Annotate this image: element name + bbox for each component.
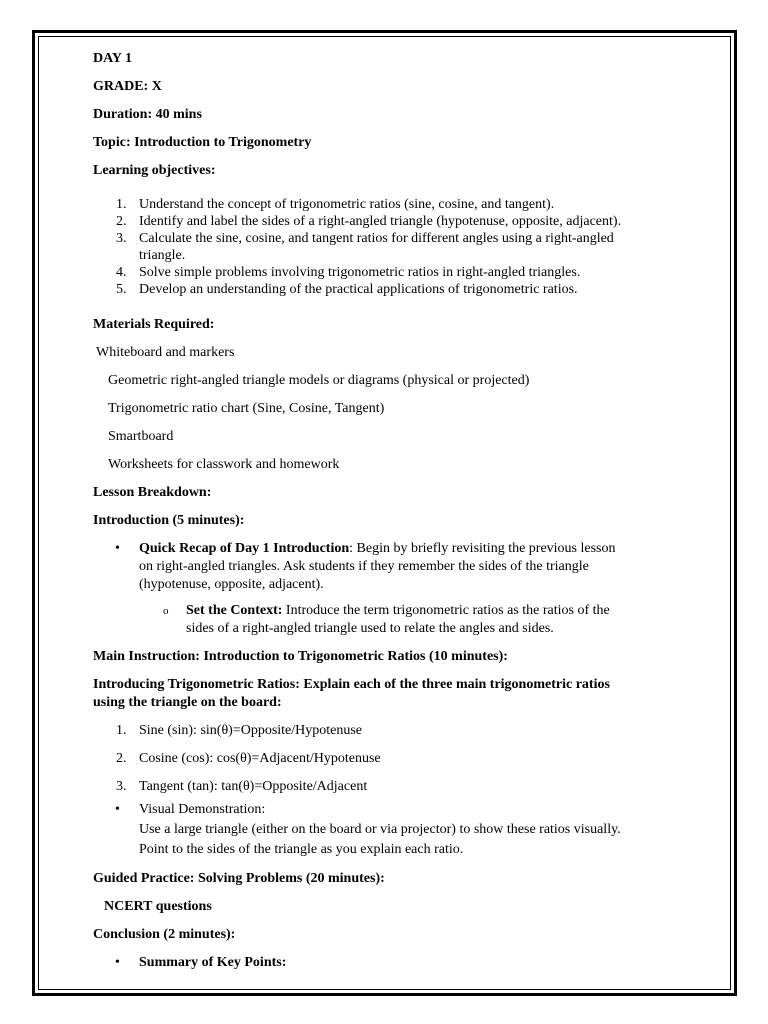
ratio-item: 2. Cosine (cos): cos(θ)=Adjacent/Hypotenuse [116,751,381,766]
breakdown-heading: Lesson Breakdown: [93,485,212,500]
objective-text: Understand the concept of trigonometric ratios (sine, cosine, and tangent). [139,197,555,212]
list-item [93,230,693,247]
material-item [93,456,693,474]
ratio-item: 1. Sine (sin): sin(θ)=Opposite/Hypotenuse [116,723,363,738]
material-item [93,400,693,418]
list-item [93,213,693,230]
list-number: 3. [116,231,127,246]
objective-text: triangle. [139,248,186,263]
material-text: Smartboard [108,429,174,444]
list-number: 1. [116,197,127,212]
recap-text: on right-angled triangles. Ask students if they remember the sides of the triangle [139,559,589,574]
introducing-text: Introducing Trigonometric Ratios: Explain each of the three main trigonometric ratios [93,677,610,692]
recap-text: : Begin by briefly revisiting the previous lesson [349,541,616,556]
lesson-plan-document [93,50,693,972]
ratio-text: Cosine (cos): cos(θ)=Adjacent/Hypotenuse [139,751,381,766]
guided-practice-heading: Guided Practice: Solving Problems (20 minutes): [93,871,385,886]
objectives-list [93,196,693,298]
ratio-item: 3. Tangent (tan): tan(θ)=Opposite/Adjacent [116,779,368,794]
recap-bullet [93,540,693,594]
introducing-text: using the triangle on the board: [93,695,282,710]
bullet-icon: • [115,802,120,817]
ratio-text: Sine (sin): sin(θ)=Opposite/Hypotenuse [139,723,363,738]
list-item [93,196,693,213]
list-item-continuation [93,247,693,264]
duration-heading: Duration: 40 mins [93,107,202,122]
material-item [93,428,693,446]
circle-bullet-icon: o [163,605,169,617]
summary-title: Summary of Key Points: [139,955,287,970]
visual-demo-text: Use a large triangle (either on the board or via projector) to show these ratios visually. [139,822,621,837]
grade-heading: GRADE: X [93,79,162,94]
material-text: Trigonometric ratio chart (Sine, Cosine, Tangent) [108,401,385,416]
objective-text: Develop an understanding of the practical applications of trigonometric ratios. [139,282,578,297]
visual-demo-bullet [93,800,693,860]
recap-title: Quick Recap of Day 1 Introduction [139,541,350,556]
material-item [93,344,693,362]
visual-demo-text: Point to the sides of the triangle as you explain each ratio. [139,842,464,857]
objectives-heading: Learning objectives: [93,163,216,178]
recap-text: (hypotenuse, opposite, adjacent). [139,577,324,592]
list-item [93,264,693,281]
list-number: 5. [116,282,127,297]
bullet-icon: • [115,541,120,556]
main-instruction-heading: Main Instruction: Introduction to Trigonometric Ratios (10 minutes): [93,649,508,664]
material-text: Whiteboard and markers [96,345,235,360]
ratio-text: Tangent (tan): tan(θ)=Opposite/Adjacent [139,779,368,794]
objective-text: Solve simple problems involving trigonometric ratios in right-angled triangles. [139,265,581,280]
context-subbullet [93,602,693,638]
material-item [93,372,693,390]
conclusion-heading: Conclusion (2 minutes): [93,927,236,942]
context-text: Introduce the term trigonometric ratios as the ratios of the [282,603,610,618]
list-number: 2. [116,214,127,229]
material-text: Geometric right-angled triangle models or diagrams (physical or projected) [108,373,530,388]
introduction-heading: Introduction (5 minutes): [93,513,245,528]
materials-heading: Materials Required: [93,317,215,332]
summary-bullet [93,954,693,972]
material-text: Worksheets for classwork and homework [108,457,340,472]
topic-heading: Topic: Introduction to Trigonometry [93,135,312,150]
list-item [93,281,693,298]
list-number: 4. [116,265,127,280]
context-text: sides of a right-angled triangle used to relate the angles and sides. [186,621,554,636]
day-heading: DAY 1 [93,51,133,66]
introducing-ratios [93,676,693,712]
visual-demo-title: Visual Demonstration: [139,802,266,817]
context-title: Set the Context: [186,603,283,618]
objective-text: Identify and label the sides of a right-angled triangle (hypotenuse, opposite, adjacent). [139,214,622,229]
ncert-questions: NCERT questions [104,899,212,914]
objective-text: Calculate the sine, cosine, and tangent ratios for different angles using a right-angled [139,231,614,246]
bullet-icon: • [115,955,120,970]
